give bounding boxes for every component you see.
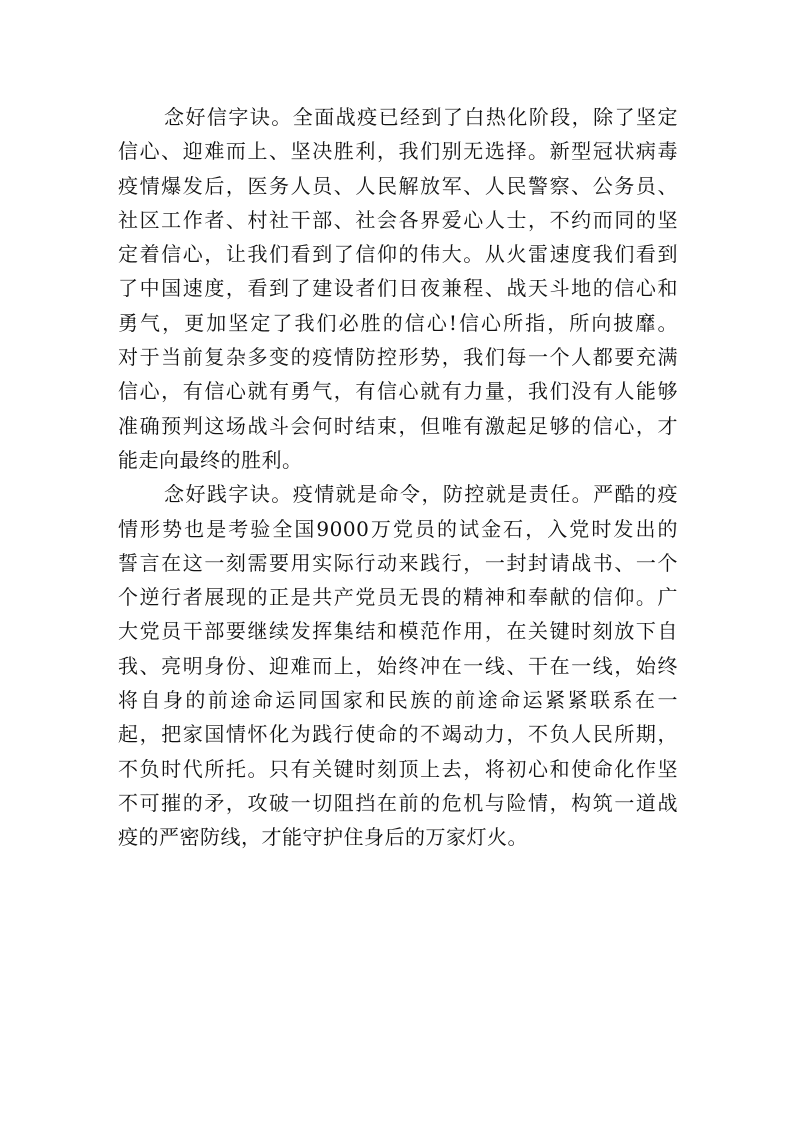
paragraph-line: 念好信字诀。全面战疫已经到了白热化阶段，除了坚定 <box>164 105 678 129</box>
paragraph-line: 社区工作者、村社干部、社会各界爱心人士，不约而同的坚 <box>118 207 678 232</box>
paragraph-line: 定着信心，让我们看到了信仰的伟大。从火雷速度我们看到 <box>118 242 678 267</box>
paragraph-line: 疫的严密防线，才能守护住身后的万家灯火。 <box>118 825 528 850</box>
paragraph-line: 疫情爆发后，医务人员、人民解放军、人民警察、公务员、 <box>118 173 678 198</box>
paragraph-line: 誓言在这一刻需要用实际行动来践行，一封封请战书、一个 <box>118 550 678 575</box>
paragraph-line: 准确预判这场战斗会何时结束，但唯有激起足够的信心，才 <box>118 413 678 438</box>
paragraph-line: 不可摧的矛，攻破一切阻挡在前的危机与险情，构筑一道战 <box>118 790 678 815</box>
paragraph-line: 对于当前复杂多变的疫情防控形势，我们每一个人都要充满 <box>118 345 678 370</box>
document-body <box>118 100 678 855</box>
paragraph-line: 信心，有信心就有勇气，有信心就有力量，我们没有人能够 <box>118 379 678 404</box>
paragraph-line: 勇气，更加坚定了我们必胜的信心!信心所指，所向披靡。 <box>118 310 678 335</box>
paragraph-line: 将自身的前途命运同国家和民族的前途命运紧紧联系在一 <box>118 688 678 713</box>
paragraph-line: 信心、迎难而上、坚决胜利，我们别无选择。新型冠状病毒 <box>118 139 678 164</box>
paragraph-line: 能走向最终的胜利。 <box>118 447 303 472</box>
paragraph-line: 大党员干部要继续发挥集结和模范作用，在关键时刻放下自 <box>118 619 678 644</box>
paragraph-line: 情形势也是考验全国9000万党员的试金石，入党时发出的 <box>118 516 678 541</box>
paragraph-line: 念好践字诀。疫情就是命令，防控就是责任。严酷的疫 <box>164 482 678 507</box>
paragraph-line: 不负时代所托。只有关键时刻顶上去，将初心和使命化作坚 <box>118 756 678 781</box>
paragraph-line: 我、亮明身份、迎难而上，始终冲在一线、干在一线，始终 <box>118 653 678 678</box>
paragraph-line: 个逆行者展现的正是共产党员无畏的精神和奉献的信仰。广 <box>118 585 678 610</box>
paragraph-line: 起，把家国情怀化为践行使命的不竭动力，不负人民所期， <box>118 722 678 747</box>
paragraph-2 <box>118 477 678 854</box>
paragraph-1 <box>118 100 678 477</box>
paragraph-line: 了中国速度，看到了建设者们日夜兼程、战天斗地的信心和 <box>118 276 678 301</box>
